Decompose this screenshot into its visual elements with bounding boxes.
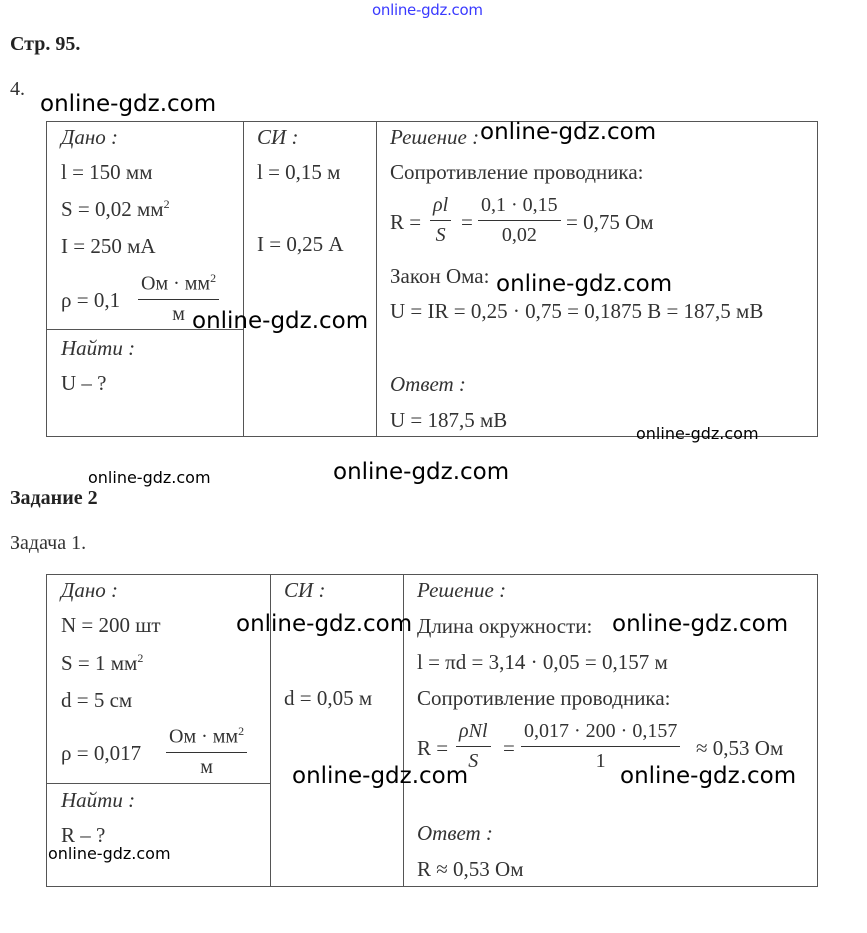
given-length: l = 150 мм bbox=[61, 160, 153, 184]
solution-line-2: Сопротивление проводника: bbox=[417, 686, 671, 710]
given-count: N = 200 шт bbox=[61, 613, 161, 637]
find-label: Найти : bbox=[61, 336, 136, 360]
watermark: online-gdz.com bbox=[612, 611, 789, 637]
problem-number: 4. bbox=[10, 78, 25, 100]
equals-sign: = bbox=[461, 210, 473, 234]
watermark: online-gdz.com bbox=[236, 611, 413, 637]
resistance-prefix: R = bbox=[417, 736, 449, 760]
resistance-values-fraction: 0,1 · 0,15 0,02 bbox=[478, 194, 561, 247]
resistance-result: ≈ 0,53 Ом bbox=[696, 736, 784, 760]
voltage-calculation: U = IR = 0,25 · 0,75 = 0,1875 В = 187,5 мВ bbox=[390, 299, 764, 323]
resistance-values-fraction: 0,017 · 200 · 0,157 1 bbox=[521, 720, 680, 773]
solution-line-1: Длина окружности: bbox=[417, 614, 593, 638]
solution-line-2: Закон Ома: bbox=[390, 264, 490, 288]
top-watermark: online-gdz.com bbox=[372, 1, 483, 19]
task-title: Задача 1. bbox=[10, 532, 87, 554]
answer-value: U = 187,5 мВ bbox=[390, 408, 508, 432]
si-length: l = 0,15 м bbox=[257, 160, 341, 184]
watermark: online-gdz.com bbox=[88, 468, 211, 487]
watermark: online-gdz.com bbox=[480, 119, 657, 145]
equals-sign: = bbox=[503, 736, 515, 760]
find-value: U – ? bbox=[61, 371, 107, 395]
watermark: online-gdz.com bbox=[192, 308, 369, 334]
given-resistivity: ρ = 0,017 bbox=[61, 741, 142, 765]
answer-label: Ответ : bbox=[417, 821, 493, 845]
resistance-formula-fraction: ρl S bbox=[430, 194, 451, 247]
given-diameter: d = 5 см bbox=[61, 688, 133, 712]
find-value: R – ? bbox=[61, 823, 106, 847]
resistance-prefix: R = bbox=[390, 210, 422, 234]
watermark: online-gdz.com bbox=[496, 271, 673, 297]
si-diameter: d = 0,05 м bbox=[284, 686, 373, 710]
resistivity-unit-fraction: Ом · $мм^2$ м bbox=[138, 271, 219, 326]
watermark: online-gdz.com bbox=[333, 459, 510, 485]
si-label: СИ : bbox=[284, 578, 326, 602]
answer-label: Ответ : bbox=[390, 372, 466, 396]
given-current: I = 250 мА bbox=[61, 234, 156, 258]
reshenie-label: Решение : bbox=[417, 578, 507, 602]
solution-line-1: Сопротивление проводника: bbox=[390, 160, 644, 184]
si-label: СИ : bbox=[257, 125, 299, 149]
watermark: online-gdz.com bbox=[620, 763, 797, 789]
given-resistivity: ρ = 0,1 bbox=[61, 288, 121, 312]
given-area: S = 0,02 $мм^2$ bbox=[61, 197, 170, 221]
find-label: Найти : bbox=[61, 788, 136, 812]
page-reference: Стр. 95. bbox=[10, 33, 81, 55]
dano-label: Дано : bbox=[61, 578, 119, 602]
circumference-calculation: l = πd = 3,14 · 0,05 = 0,157 м bbox=[417, 650, 668, 674]
section-title: Задание 2 bbox=[10, 487, 98, 509]
watermark: online-gdz.com bbox=[40, 91, 217, 117]
watermark: online-gdz.com bbox=[48, 844, 171, 863]
reshenie-label: Решение : bbox=[390, 125, 480, 149]
answer-value: R ≈ 0,53 Ом bbox=[417, 857, 524, 881]
resistivity-unit-fraction: Ом · $мм^2$ м bbox=[166, 724, 247, 779]
watermark: online-gdz.com bbox=[292, 763, 469, 789]
dano-label: Дано : bbox=[61, 125, 119, 149]
resistance-formula-fraction: ρNl S bbox=[456, 720, 491, 773]
watermark: online-gdz.com bbox=[636, 424, 759, 443]
resistance-result: = 0,75 Ом bbox=[566, 210, 654, 234]
given-area: S = 1 $мм^2$ bbox=[61, 651, 144, 675]
si-current: I = 0,25 А bbox=[257, 232, 344, 256]
